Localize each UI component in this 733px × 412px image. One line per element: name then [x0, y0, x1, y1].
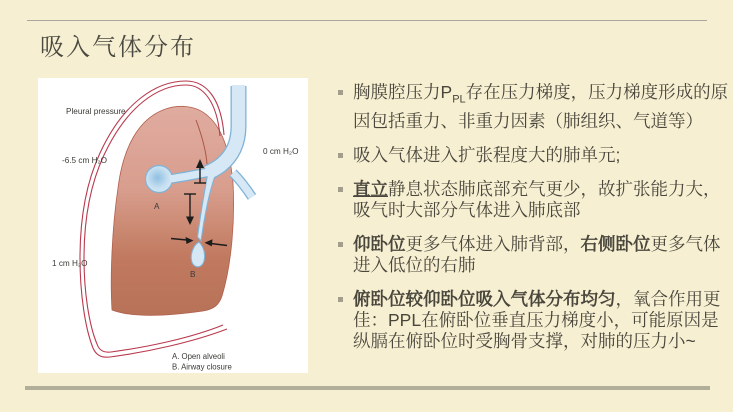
title-divider [27, 20, 707, 21]
bullet-text-emphasis: 仰卧位 [353, 233, 406, 254]
bullet-marker [338, 153, 343, 158]
bullet-marker [338, 187, 343, 192]
bullet-text-emphasis: 右侧卧位 [580, 233, 651, 254]
legend-open-alveoli: A. Open alveoli [172, 352, 225, 361]
marker-b-label: B [190, 270, 196, 279]
footer-divider [25, 386, 710, 390]
bullet-text: 静息状态肺底部充气更少，故扩张能力大，吸气时大部分气体进入肺底部 [353, 178, 721, 220]
bullet-text: 胸膜腔压力P [353, 82, 453, 102]
bullet-marker [338, 242, 343, 247]
bullet-item-pleural-gradient [337, 82, 729, 132]
lung-shape [111, 106, 233, 315]
bullet-item-upright [337, 179, 729, 221]
pleural-pressure-label: Pleural pressure [66, 107, 126, 116]
lung-pressure-figure [38, 78, 308, 373]
bullet-item-expanded-units [337, 145, 729, 166]
bullet-text: 存在压力梯度，压力梯度形成的原因包括重力、非重力因素（肺组织、气道等） [353, 82, 729, 131]
bullet-text: 更多气体进入肺背部， [405, 233, 581, 254]
upper-pleural-value-label: -6.5 cm H₂O [62, 156, 108, 165]
slide-title: 吸入气体分布 [40, 34, 196, 61]
legend-airway-closure: B. Airway closure [172, 362, 232, 372]
lower-pleural-value-label: 1 cm H₂O [52, 259, 88, 268]
bullet-list [337, 82, 729, 365]
bullet-marker [338, 90, 343, 95]
bullet-item-prone [337, 289, 729, 352]
bullet-item-supine-lateral [337, 234, 729, 276]
ppl-subscript: PL [452, 93, 466, 106]
bullet-text: ，氧合作用更佳：PPL在俯卧位垂直压力梯度小，可能原因是纵膈在俯卧位时受胸骨支撑，对肺的压力小~ [353, 288, 721, 351]
airway-opening-value-label: 0 cm H₂O [263, 147, 299, 156]
bullet-text-emphasis: 俯卧位较仰卧位吸入气体分布均匀 [353, 288, 616, 309]
bullet-text: 更多气体进入低位的右肺 [353, 233, 721, 275]
alveolus-a [146, 166, 173, 193]
lung-diagram [38, 78, 308, 373]
bullet-marker [338, 297, 343, 302]
bullet-text-emphasis: 直立 [353, 178, 388, 199]
marker-a-label: A [154, 202, 160, 211]
bullet-text: 吸入气体进入扩张程度大的肺单元; [353, 144, 621, 165]
